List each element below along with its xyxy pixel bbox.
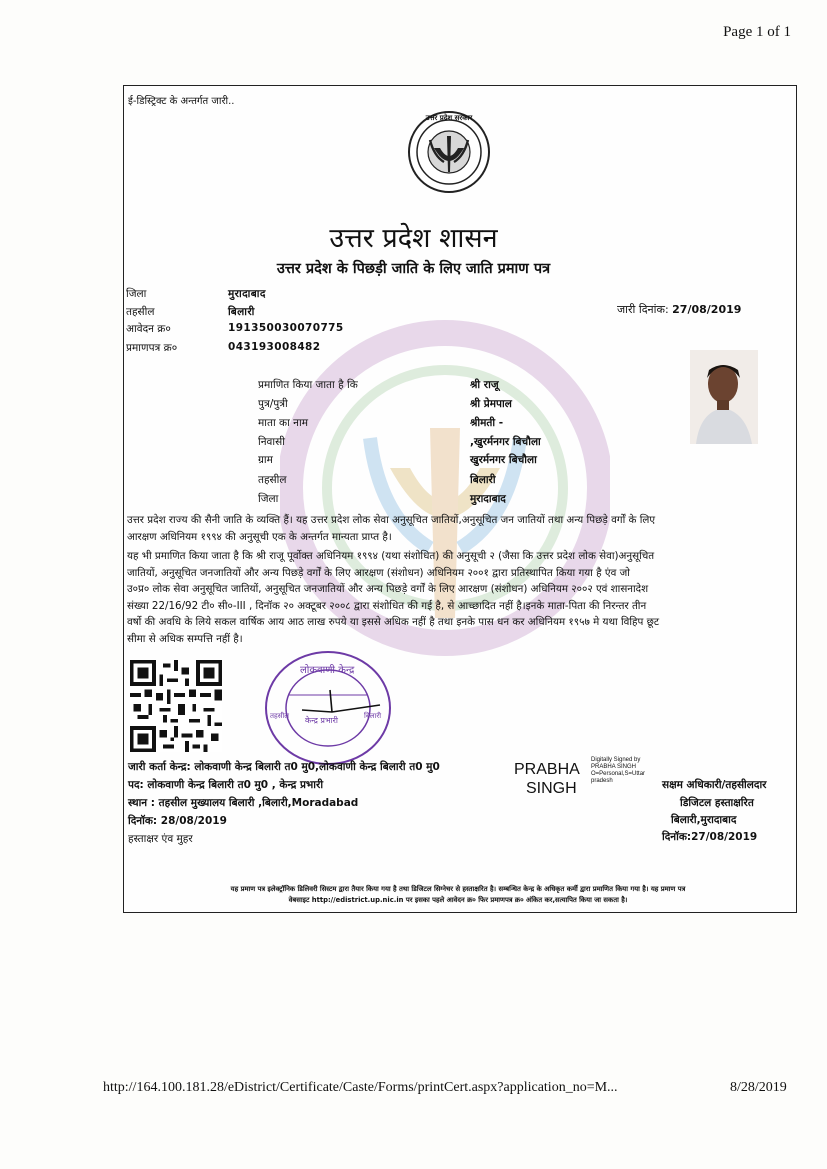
tehsil-label: तहसील	[126, 306, 155, 318]
sig-detail: O=Personal,S=Uttar	[591, 771, 646, 777]
certificate-number-label: प्रमाणपत्र क्र०	[126, 342, 178, 354]
stamp-side-right: बिलारी	[364, 712, 382, 720]
verification-note	[138, 884, 778, 906]
resident-value: ,खुरर्मनगर बिचौला	[470, 436, 541, 448]
authority-date: दिनॉक:27/08/2019	[662, 831, 758, 843]
tehsil-value: बिलारी	[228, 306, 255, 318]
stamp-inner-text: केन्द्र प्रभारी	[305, 716, 338, 725]
print-url: http://164.100.181.28/eDistrict/Certificate/Caste/Forms/printCert.aspx?application_no=M...	[103, 1080, 618, 1095]
issue-place: स्थान : तहसील मुख्यालय बिलारी ,बिलारी,Moradabad	[128, 797, 359, 809]
verification-note-line: यह प्रमाण पत्र इलेक्ट्रॉनिक डिलिवरी सिस्टम द्वारा तैयार किया गया है तथा डिजिटल सिग्नेचर से हस्ताक्षरित है। सम्बन्धित केन्द्र के अधिकृत कर्मी द्वारा प्रमाणित किया गया है। यह प्रमाण पत्र	[230, 885, 686, 893]
son-label: पुत्र/पुत्री	[258, 398, 288, 410]
application-label: आवेदन क्र०	[126, 323, 171, 335]
eligibility-line: यह भी प्रमाणित किया जाता है कि श्री राजू पूर्वोक्त अधिनियम १९९४ (यथा संशोधित) की अनुसूची २ (जैसा कि उत्तर प्रदेश लोक सेवा)अनुसूचित	[127, 550, 655, 562]
digital-signature-name	[514, 760, 580, 798]
print-date: 8/28/2019	[730, 1080, 787, 1095]
village-value: खुरर्मनगर बिचौला	[470, 454, 537, 466]
authority-digital-sign: डिजिटल हस्ताक्षरित	[680, 797, 754, 809]
verification-note-line: वेबसाइट http://edistrict.up.nic.in पर इसका पहले आवेदन क्र० फिर प्रमाणपत्र क्र० अंकित कर,सत्यापित किया जा सकता है।	[288, 896, 628, 904]
government-title: उत्तर प्रदेश शासन	[329, 223, 498, 254]
eligibility-line: उ०प्र० लोक सेवा अनुसूचित जातियों, अनुसूचित जनजातियों और अन्य पिछड़े वर्गों के लिए आरक्षण (संशोधन) अधिनियम २००२ एवं शासनादेश	[127, 583, 649, 595]
father-name: श्री प्रेमपाल	[470, 398, 512, 410]
holder-name: श्री राजू	[470, 379, 499, 391]
signer-first-name: PRABHA	[514, 761, 580, 778]
caste-statement-line: उत्तर प्रदेश राज्य की सैनी जाति के व्यक्ति हैं। यह उत्तर प्रदेश लोक सेवा अनुसूचित जातियों,अनुसूचित जन जातियों तथा अन्य पिछड़े वर्गों के लिए	[127, 514, 656, 526]
issue-date-label: जारी दिनांक:	[617, 303, 669, 316]
mother-name: श्रीमती -	[470, 417, 504, 429]
qr-code	[130, 660, 222, 752]
caste-statement-line: आरक्षण अधिनियम १९९४ की अनुसूची एक के अन्तर्गत मान्यता प्राप्त है।	[127, 530, 392, 543]
village-label: ग्राम	[258, 454, 273, 466]
mother-label: माता का नाम	[258, 417, 308, 429]
issuing-centre: जारी कर्ता केन्द्र: लोकवाणी केन्द्र बिलारी त0 मु0,लोकवाणी केन्द्र बिलारी त0 मु0	[128, 761, 440, 773]
eligibility-line: सीमा से अधिक सम्पत्ति नहीं है।	[127, 632, 243, 645]
eligibility-line: संख्या 22/16/92 टी० सी०-III , दिनॉक २० अक्टूबर २००८ द्वारा संशोधित की गई है, से आच्छादित नहीं है।इनके माता-पिता की निरन्तर तीन	[127, 599, 647, 612]
stamp-side-left: तहसील	[270, 712, 289, 720]
person-tehsil-value: बिलारी	[470, 474, 496, 486]
certificate-title: उत्तर प्रदेश के पिछड़ी जाति के लिए जाति प्रमाण पत्र	[276, 261, 551, 277]
sig-detail: PRABHA SINGH	[591, 764, 637, 770]
issuer-designation: पद: लोकवाणी केन्द्र बिलारी त0 मु0 , केन्द्र प्रभारी	[128, 779, 324, 791]
district-label: जिला	[126, 288, 147, 300]
application-number: 191350030070775	[228, 322, 344, 334]
page-number: Page 1 of 1	[723, 24, 791, 40]
eligibility-paragraph	[127, 548, 777, 647]
eligibility-line: जातियों, अनुसूचित जनजातियों और अन्य पिछड़े वर्गों के लिए आरक्षण (संशोधन) अधिनियम २००१ द्वारा प्रतिस्थापित किया गया है एंव जो	[127, 566, 630, 579]
certified-label: प्रमाणित किया जाता है कि	[258, 379, 358, 391]
person-district-value: मुरादाबाद	[470, 493, 506, 505]
digital-signature-details	[591, 757, 645, 785]
person-district-label: जिला	[258, 493, 279, 505]
sign-and-seal-label: हस्ताक्षर एंव मुहर	[128, 833, 193, 845]
district-value: मुरादाबाद	[228, 288, 266, 300]
certificate-number: 043193008482	[228, 341, 321, 353]
eligibility-line: वर्षो की अवधि के लिये सकल वार्षिक आय आठ लाख रुपये या इससे अधिक नहीं है तथा इनके पास धन कर अधिनियम १९५७ मे यथा विहिप छूट	[127, 616, 660, 628]
signer-last-name: SINGH	[526, 780, 577, 797]
emblem-text: उत्तर प्रदेश सरकार	[425, 114, 473, 122]
stamp-outer-text: लोकवाणी केन्द्र	[300, 665, 355, 676]
issue-date-value: 27/08/2019	[672, 303, 742, 316]
caste-statement-paragraph	[127, 512, 777, 545]
authority-place: बिलारी,मुरादाबाद	[671, 814, 737, 826]
authority-designation: सक्षम अधिकारी/तहसीलदार	[662, 779, 767, 791]
person-tehsil-label: तहसील	[258, 474, 287, 486]
issue-date	[617, 302, 741, 317]
sig-detail: pradesh	[591, 778, 613, 784]
resident-label: निवासी	[258, 436, 285, 448]
top-label: ई-डिस्ट्रिक्ट के अन्तर्गत जारी..	[128, 96, 235, 107]
holder-photo	[690, 350, 758, 444]
issuer-date: दिनॉक: 28/08/2019	[128, 815, 227, 827]
sig-detail: Digitally Signed by	[591, 757, 641, 763]
